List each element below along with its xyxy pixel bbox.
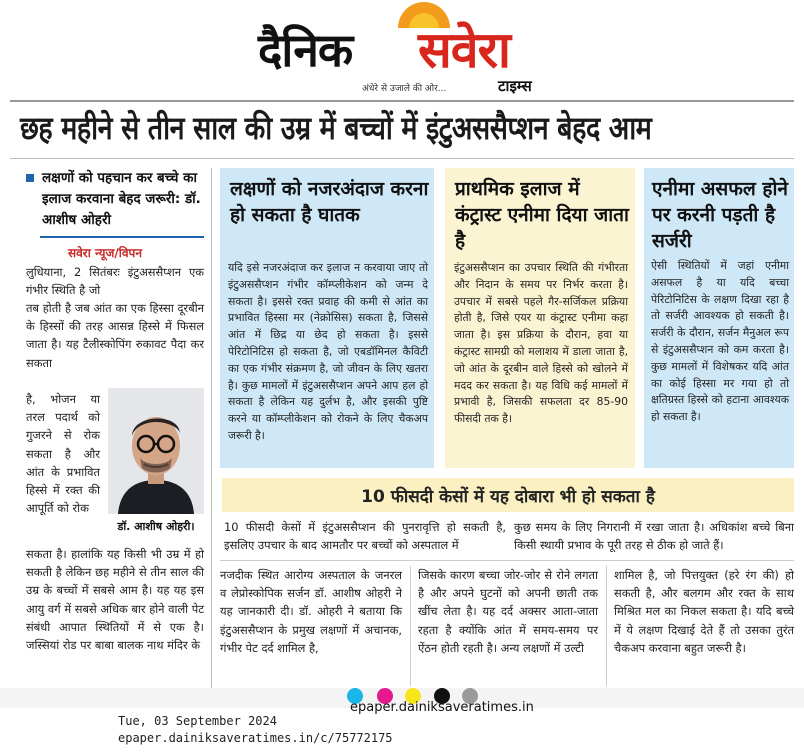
info-box-body: इंटुअससैप्शन का उपचार स्थिति की गंभीरता और निदान के समय पर निर्भर करता है। उपचार में सबसे पहले गैर-सर्जिकल प्रक्रिया होती है, जिसे एयर या कंट्रास्ट एनीमा कहा जाता है। इस प्रक्रिया के दौरान, हवा या कंट्रास्ट सामग्री को मलाशय में डाला जाता है, जो आंत के दूरबीन वाले हिस्से को खोलने में मदद कर सकता है। यह विधि कई मामलों में प्रभावी है, जिसकी सफलता दर 85-90 फीसदी तक है। <box>454 261 628 426</box>
recurrence-paragraph-left: 10 फीसदी केसों में इंटुअससैप्शन की पुनरावृत्ति हो सकती है, इसलिए उपचार के बाद आमतौर पर बच्चों को अस्पताल में <box>224 520 506 553</box>
logo-tagline: अंधेरे से उजाले की ओर... <box>362 84 447 94</box>
lead-paragraph-narrow: है, भोजन या तरल पदार्थ को गुजरने से रोक सकता है और आंत के प्रभावित हिस्से में रक्त की आपूर्ति को रोक <box>26 392 100 516</box>
logo-word-savera: सवेरा <box>418 21 510 79</box>
logo-word-times: टाइम्स <box>498 77 532 95</box>
doctor-portrait-image <box>108 388 204 514</box>
body-column-c: शामिल है, जो पित्तयुक्त (हरे रंग की) हो सकती है, और बलगम और रक्त के साथ मिश्रित मल का निकल सकता है। यदि बच्चे में ये लक्षण दिखाई देते हैं तो उसका तुरंत चैकअप करवाना बहुत जरूरी है। <box>614 568 794 655</box>
column-divider <box>606 566 607 686</box>
divider <box>10 158 794 159</box>
pull-quote: 10 फीसदी केसों में यह दोबारा भी हो सकता है <box>361 487 655 507</box>
page-headline: छह महीने से तीन साल की उम्र में बच्चों में इंटुअससैप्शन बेहद आम <box>20 109 652 147</box>
bullet-icon <box>26 174 34 182</box>
epaper-link[interactable]: epaper.dainiksaveratimes.in/c/75772175 <box>118 731 393 745</box>
info-box-title: लक्षणों को नजरअंदाज करना हो सकता है घातक <box>230 178 429 226</box>
photo-caption: डॉ. आशीष ओहरी। <box>108 516 204 538</box>
divider <box>40 236 204 238</box>
info-box-title: प्राथमिक इलाज में कंट्रास्ट एनीमा दिया जाता है <box>455 178 629 252</box>
article-subhead: लक्षणों को पहचान कर बच्चे का इलाज करवाना बेहद जरूरी: डॉ. आशीष ओहरी <box>42 170 201 228</box>
epaper-url: epaper.dainiksaveratimes.in <box>350 700 534 715</box>
article-byline: सवेरा न्यूज/विपन <box>68 246 143 260</box>
divider <box>10 100 794 102</box>
info-box-body: यदि इसे नजरअंदाज कर इलाज न करवाया जाए तो इंटुअससैप्शन गंभीर कॉम्प्लीकेशन को जन्म दे सकता है। इससे रक्त प्रवाह की कमी से आंत का प्रभावित हिस्सा मर (नेक्रोसिस) सकता है, जिससे आंत में छिद्र या छेद हो सकता है। इससे पेरिटोनिटिस हो सकता है, जो एबडॉमिनल कैविटी का एक गंभीर संक्रमण है, जो जीवन के लिए खतरा है। कुछ मामलों में इंटुअससैप्शन अपने आप हल हो सकता है लेकिन यह दुर्लभ है, और इसकी पुष्टि करने या कॉम्प्लीकेशन को रोकने के लिए चैकअप जरूरी है। <box>228 261 428 442</box>
body-column-a: नजदीक स्थित आरोग्य अस्पताल के जनरल व लेप्रोस्कोपिक सर्जन डॉ. आशीष ओहरी ने यह जानकारी दी। डॉ. ओहरी ने बताया कि इंटुअससैप्शन के प्रमुख लक्षणों में अचानक, गंभीर पेट दर्द शामिल है, <box>220 568 402 655</box>
lead-paragraph-top: लुधियाना, 2 सितंबरः इंटुअससैप्शन एक गंभीर स्थिति है जो <box>26 265 204 298</box>
portrait-illustration <box>108 388 204 514</box>
info-box-body: ऐसी स्थितियों में जहां एनीमा असफल है या यदि बच्चा पेरिटोनिटिस के लक्षण दिखा रहा है तो सर्जरी आवश्यक हो सकती है। सर्जरी के दौरान, सर्जन मैनुअल रूप से इंटुअससैप्शन को कम करता है। कुछ मामलों में विशेषकर यदि आंत का कोई हिस्सा मर गया हो तो क्षतिग्रस्त हिस्से को हटाना आवश्यक हो सकता है। <box>651 259 789 424</box>
column-divider <box>211 168 212 688</box>
column-divider <box>410 566 411 686</box>
lead-paragraph-wide: तब होती है जब आंत का एक हिस्सा दूरबीन के हिस्सों की तरह आसन्न हिस्से में फिसल जाता है। यह टैलीस्कोपिंग रुकावट पैदा कर सकता <box>26 301 204 370</box>
lead-paragraph-tail: सकता है। हालांकि यह किसी भी उम्र में हो सकती है लेकिन छह महीने से तीन साल की उम्र के बच्चों में सबसे आम है। यह यह इस आयु वर्ग में सबसे अधिक बार होने वाली पेट संबंधी आपात स्थितियों में से एक है। जस्सियां रोड पर बाबा बालक नाथ मंदिर के <box>26 547 204 653</box>
info-box-title: एनीमा असफल होने पर करनी पड़ती है सर्जरी <box>652 178 788 252</box>
divider <box>220 560 794 561</box>
edition-date: Tue, 03 September 2024 <box>118 714 277 728</box>
body-column-b: जिसके कारण बच्चा जोर-जोर से रोने लगता है और अपने घुटनों को अपनी छाती तक खींच लेता है। यह दर्द अक्सर आता-जाता रहता है क्योंकि आंत में समय-समय पर ऐंठन होती रहती है। अन्य लक्षणों में उल्टी <box>418 568 598 655</box>
recurrence-paragraph-right: कुछ समय के लिए निगरानी में रखा जाता है। अधिकांश बच्चे बिना किसी स्थायी प्रभाव के पूरी तरह से ठीक हो जाते हैं। <box>514 520 794 553</box>
logo-word-dainik: दैनिक <box>258 23 353 77</box>
